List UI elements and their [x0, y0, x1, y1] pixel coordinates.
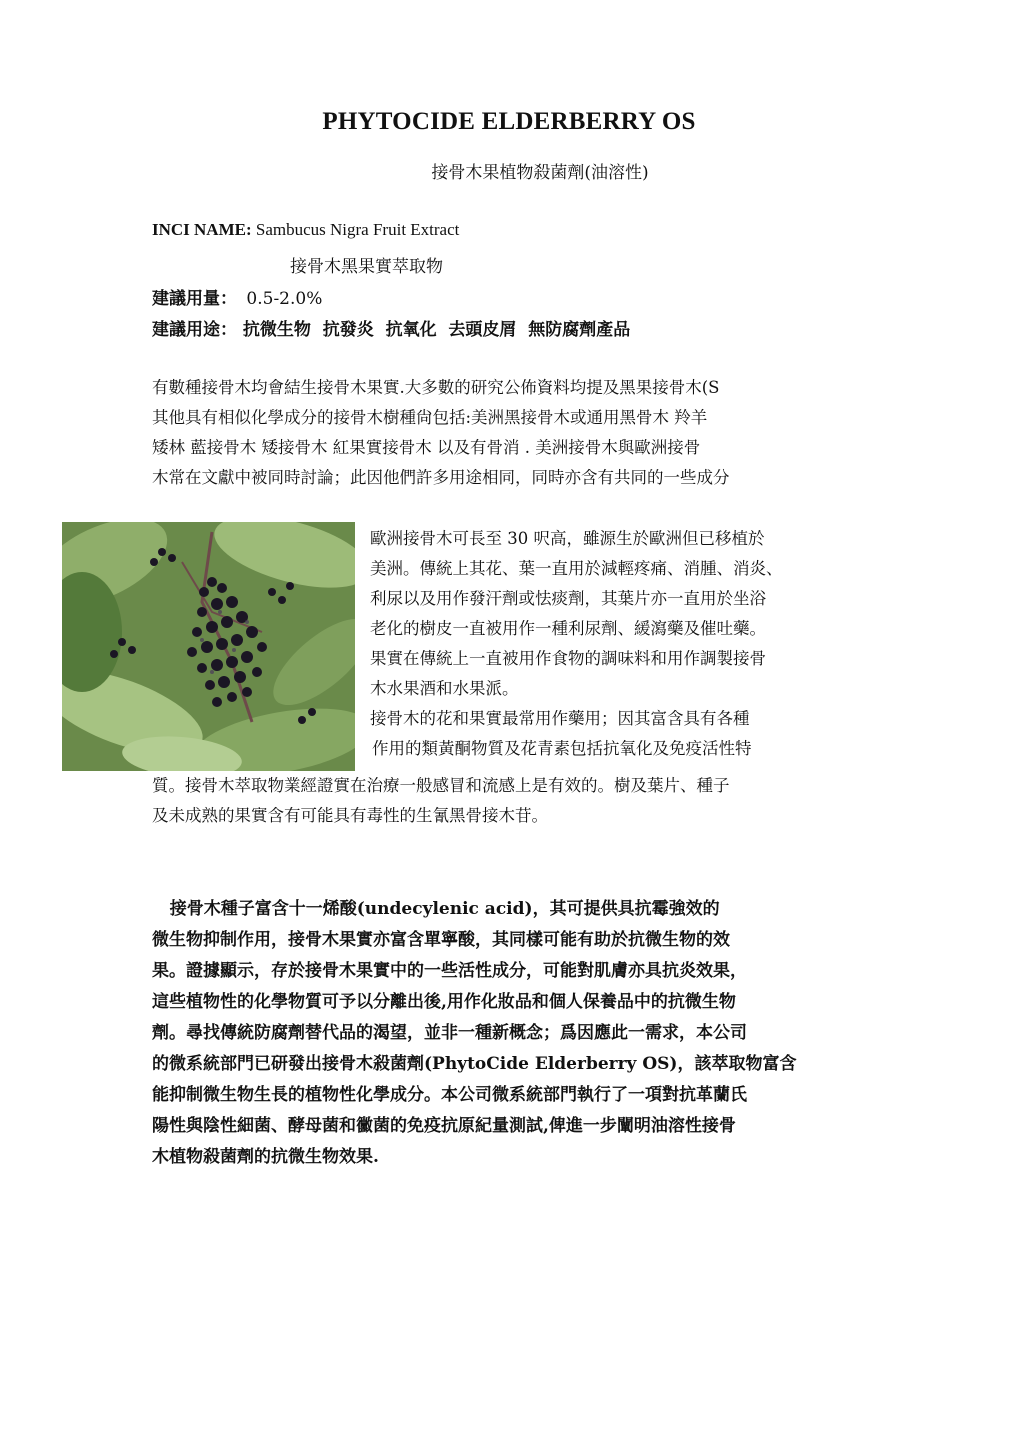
- paragraph-line: 及未成熟的果實含有可能具有毒性的生氰黑骨接木苷。: [152, 806, 548, 825]
- document-subtitle: 接骨木果植物殺菌劑(油溶性): [431, 163, 649, 183]
- dosage-row: [152, 284, 322, 309]
- paragraph-line: 果。證據顯示，存於接骨木果實中的一些活性成分，可能對肌膚亦具抗炎效果，: [152, 961, 747, 981]
- intro-paragraph: [152, 373, 864, 493]
- usage-label: 建議用途：: [152, 320, 237, 340]
- paragraph-line: 老化的樹皮一直被用作一種利尿劑、緩瀉藥及催吐藥。: [370, 619, 766, 638]
- paragraph-line: 質。接骨木萃取物業經證實在治療一般感冒和流感上是有效的。樹及葉片、種子: [152, 776, 730, 795]
- paragraph-line: 果實在傳統上一直被用作食物的調味料和用作調製接骨: [370, 649, 766, 668]
- usage-row: [152, 315, 630, 340]
- usage-value: 抗微生物 抗發炎 抗氧化 去頭皮屑 無防腐劑產品: [242, 320, 631, 340]
- paragraph-line: 利尿以及用作發汗劑或怯痰劑，其葉片亦一直用於坐浴: [370, 589, 766, 608]
- paragraph-line: 的微系統部門已研發出接骨木殺菌劑(PhytoCide Elderberry OS)，該萃取物富含: [152, 1054, 797, 1074]
- paragraph-line: 其他具有相似化學成分的接骨木樹種尙包括:美洲黑接骨木或通用黑骨木 羚羊: [152, 408, 708, 427]
- paragraph-line: 能抑制微生物生長的植物性化學成分。本公司微系統部門執行了一項對抗革蘭氏: [152, 1085, 747, 1105]
- paragraph-line: 木水果酒和水果派。: [370, 679, 519, 698]
- paragraph-line: 這些植物性的化學物質可予以分離出後,用作化妝品和個人保養品中的抗微生物: [152, 992, 736, 1012]
- dosage-label: 建議用量：: [152, 289, 237, 309]
- inci-label: INCI NAME:: [152, 220, 252, 239]
- paragraph-line: 劑。尋找傳統防腐劑替代品的渴望，並非一種新概念；爲因應此一需求，本公司: [152, 1023, 747, 1043]
- inci-name-row: [152, 220, 459, 240]
- paragraph-line: 有數種接骨木均會結生接骨木果實.大多數的研究公佈資料均提及黑果接骨木(S: [152, 378, 720, 397]
- inci-value: Sambucus Nigra Fruit Extract: [251, 220, 460, 239]
- paragraph-line: 作用的類黃酮物質及花青素包括抗氧化及免疫活性特: [372, 739, 752, 758]
- document-title: PHYTOCIDE ELDERBERRY OS: [322, 108, 696, 135]
- paragraph-line: 木常在文獻中被同時討論；此因他們許多用途相同，同時亦含有共同的一些成分: [152, 468, 730, 487]
- paragraph-line: 陽性與陰性細菌、酵母菌和黴菌的免疫抗原紀量測試,俾進一步闡明油溶性接骨: [152, 1116, 736, 1136]
- paragraph-line: 矮林 藍接骨木 矮接骨木 紅果實接骨木 以及有骨消 . 美洲接骨木與歐洲接骨: [152, 438, 701, 457]
- paragraph-line: 美洲。傳統上其花、葉一直用於減輕疼痛、消腫、消炎、: [370, 559, 783, 578]
- paragraph-line: 微生物抑制作用，接骨木果實亦富含單寧酸，其同樣可能有助於抗微生物的效: [152, 930, 730, 950]
- paragraph-line: 木植物殺菌劑的抗微生物效果.: [152, 1147, 379, 1167]
- antimicrobial-paragraph: [152, 894, 864, 1173]
- description-paragraph: [370, 524, 864, 764]
- description-continuation: [152, 771, 864, 831]
- inci-chinese-name: 接骨木黑果實萃取物: [290, 257, 443, 277]
- dosage-value: 0.5-2.0%: [246, 289, 323, 309]
- paragraph-line: 歐洲接骨木可長至 30 呎高，雖源生於歐洲但已移植於: [370, 529, 765, 548]
- paragraph-line: 接骨木的花和果實最常用作藥用；因其富含具有各種: [370, 709, 750, 728]
- paragraph-line: 接骨木種子富含十一烯酸(undecylenic acid)，其可提供具抗霉強效的: [152, 899, 720, 919]
- elderberry-photo: [62, 522, 355, 771]
